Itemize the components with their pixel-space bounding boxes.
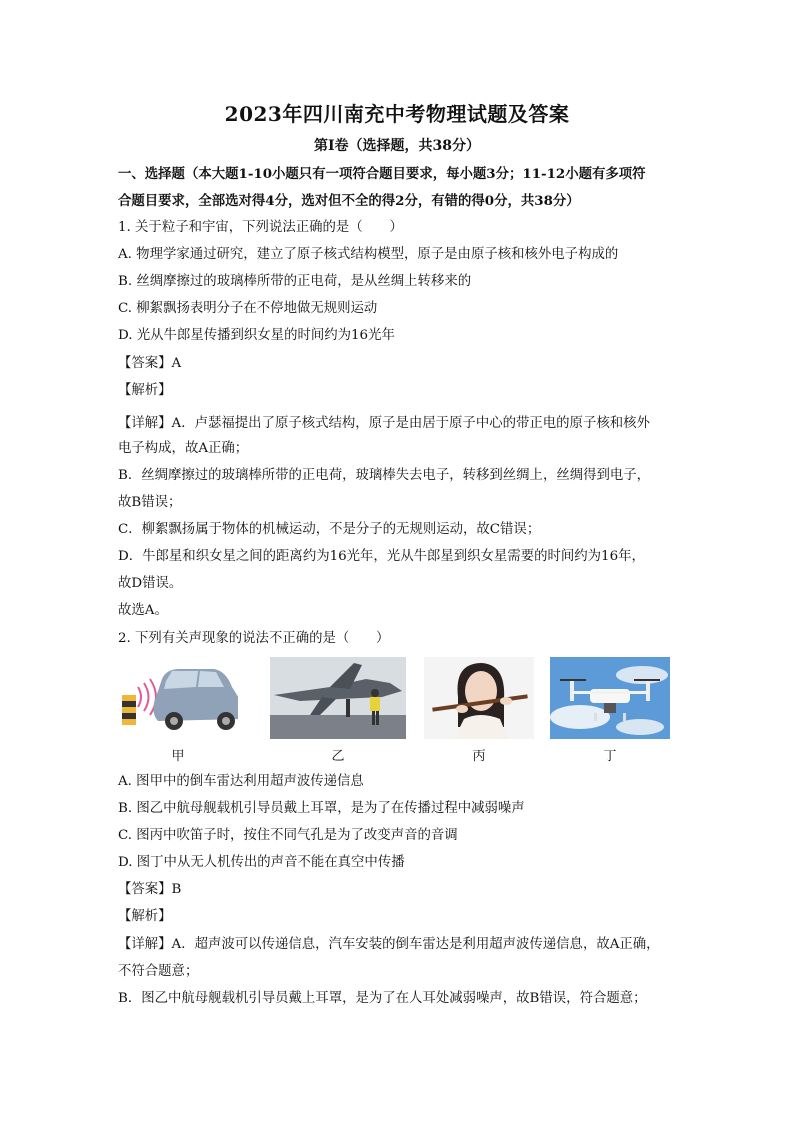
figure-caption: 丙	[472, 749, 486, 764]
q2-answer: 【答案】B	[118, 882, 182, 897]
figure-caption: 甲	[171, 749, 185, 764]
q2-analysis-label: 【解析】	[118, 909, 172, 924]
q1-option-d: D. 光从牛郎星传播到织女星的时间约为16光年	[118, 328, 395, 343]
q2-option-c: C. 图丙中吹笛子时，按住不同气孔是为了改变声音的音调	[118, 828, 458, 843]
page-title: 2023年四川南充中考物理试题及答案	[224, 102, 570, 126]
q1-option-c: C. 柳絮飘扬表明分子在不停地做无规则运动	[118, 301, 378, 316]
figure-caption: 丁	[603, 749, 617, 764]
question-1-stem: 1. 关于粒子和宇宙，下列说法正确的是（ ）	[118, 220, 403, 235]
q1-option-b: B. 丝绸摩擦过的玻璃棒所带的正电荷，是从丝绸上转移来的	[118, 274, 472, 289]
q1-option-a: A. 物理学家通过研究，建立了原子核式结构模型，原子是由原子核和核外电子构成的	[118, 247, 619, 262]
q2-option-d: D. 图丁中从无人机传出的声音不能在真空中传播	[118, 855, 405, 870]
question-2-stem: 2. 下列有关声现象的说法不正确的是（ ）	[118, 631, 390, 646]
figure-bing	[424, 657, 534, 764]
flute-player-image	[424, 657, 534, 739]
car-reversing-radar-image	[118, 657, 238, 739]
q2-detail-line: B．图乙中航母舰载机引导员戴上耳罩，是为了在人耳处减弱噪声，故B错误，符合题意；	[118, 991, 647, 1006]
carrier-aircraft-image	[270, 657, 406, 739]
q1-detail-line: 故B错误；	[118, 495, 182, 510]
q2-detail-line: 不符合题意；	[118, 964, 199, 979]
page-subtitle: 第Ⅰ卷（选择题，共38分）	[313, 138, 481, 154]
q1-detail-line: B．丝绸摩擦过的玻璃棒所带的正电荷，玻璃棒失去电子，转移到丝绸上，丝绸得到电子，	[118, 468, 651, 483]
q1-analysis-label: 【解析】	[118, 383, 172, 398]
q1-detail-line: 故D错误。	[118, 576, 183, 591]
figure-jia	[118, 657, 238, 764]
q2-figures	[118, 657, 678, 769]
q1-detail-line: C．柳絮飘扬属于物体的机械运动，不是分子的无规则运动，故C错误；	[118, 522, 541, 537]
figure-caption: 乙	[331, 749, 345, 764]
q1-answer: 【答案】A	[118, 356, 182, 371]
drone-image	[550, 657, 670, 739]
q1-detail-line: 电子构成，故A正确；	[118, 441, 249, 456]
q2-option-a: A. 图甲中的倒车雷达利用超声波传递信息	[118, 774, 364, 789]
q1-detail-line: 故选A。	[118, 603, 168, 618]
figure-yi	[270, 657, 406, 764]
section-heading: 一、选择题（本大题1-10小题只有一项符合题目要求，每小题3分；11-12小题有多项符	[118, 166, 646, 182]
q2-option-b: B. 图乙中航母舰载机引导员戴上耳罩，是为了在传播过程中减弱噪声	[118, 801, 525, 816]
figure-ding	[550, 657, 670, 764]
q2-detail-line: 【详解】A．超声波可以传递信息，汽车安装的倒车雷达是利用超声波传递信息，故A正确，	[118, 937, 660, 952]
q1-detail-line: 【详解】A．卢瑟福提出了原子核式结构，原子是由居于原子中心的带正电的原子核和核外	[118, 416, 650, 431]
q1-detail-line: D．牛郎星和织女星之间的距离约为16光年，光从牛郎星到织女星需要的时间约为16年，	[118, 549, 645, 564]
section-heading-cont: 合题目要求，全部选对得4分，选对但不全的得2分，有错的得0分，共38分）	[118, 193, 580, 209]
